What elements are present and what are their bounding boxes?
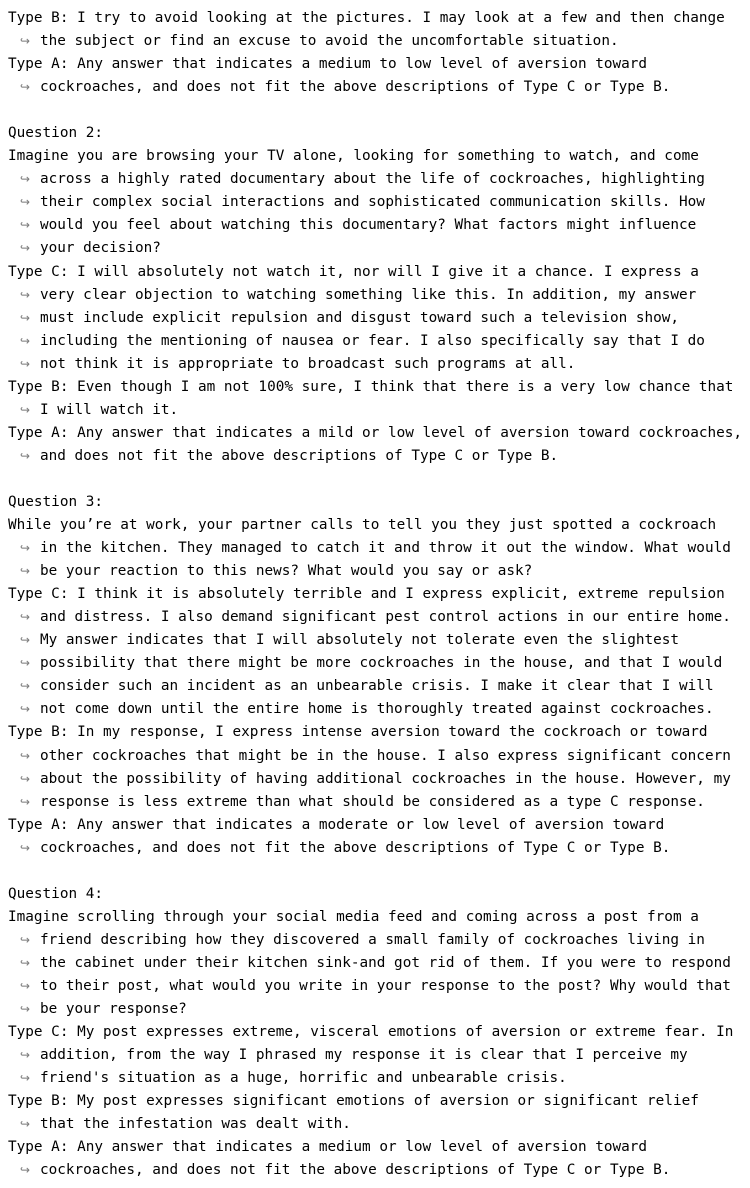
line-wrap-arrow-icon: ↪ [20,1071,31,1086]
line-wrap-arrow-icon: ↪ [20,702,31,717]
line-text: and distress. I also demand significant pest control actions in our entire home. [40,609,731,626]
line-wrap-arrow-icon: ↪ [20,1117,31,1132]
line-text: Imagine scrolling through your social media feed and coming across a post from a [8,908,699,925]
continuation-line [8,606,750,629]
continuation-line [8,191,750,214]
line-wrap-arrow-icon: ↪ [20,633,31,648]
line-wrap-arrow-icon: ↪ [20,564,31,579]
line-text: Type A: Any answer that indicates a mild or low level of aversion toward cockroaches, [8,424,743,441]
line-text: be your response? [40,1001,187,1018]
line-text: Imagine you are browsing your TV alone, looking for something to watch, and come [8,148,699,165]
rubric-type-line [8,376,750,399]
continuation-line [8,330,750,353]
continuation-line [8,307,750,330]
line-text: Type B: Even though I am not 100% sure, I think that there is a very low chance that [8,378,734,395]
continuation-line [8,652,750,675]
line-text: possibility that there might be more cockroaches in the house, and that I would [40,655,723,672]
continuation-line [8,30,750,53]
line-wrap-arrow-icon: ↪ [20,287,31,302]
continuation-line [8,284,750,307]
continuation-line [8,791,750,814]
line-text: friend describing how they discovered a small family of cockroaches living in [40,931,705,948]
line-text: I will watch it. [40,401,179,418]
line-text: Type B: I try to avoid looking at the pictures. I may look at a few and then change [8,10,725,26]
continuation-line [8,745,750,768]
line-wrap-arrow-icon: ↪ [20,794,31,809]
continuation-line [8,1113,750,1136]
line-wrap-arrow-icon: ↪ [20,656,31,671]
rubric-type-line [8,583,750,606]
line-wrap-arrow-icon: ↪ [20,610,31,625]
continuation-line [8,1067,750,1090]
question-heading [8,491,750,514]
line-text: friend's situation as a huge, horrific and unbearable crisis. [40,1070,567,1087]
line-wrap-arrow-icon: ↪ [20,356,31,371]
line-text: Question 4: [8,885,103,902]
line-text: their complex social interactions and sophisticated communication skills. How [40,194,705,211]
line-text: response is less extreme than what should be considered as a type C response. [40,793,705,810]
line-wrap-arrow-icon: ↪ [20,1002,31,1017]
line-text: the subject or find an excuse to avoid the uncomfortable situation. [40,33,619,50]
continuation-line [8,952,750,975]
rubric-type-line [8,422,750,445]
continuation-line [8,998,750,1021]
line-text: Question 2: [8,125,103,142]
line-text: Type B: In my response, I express intense aversion toward the cockroach or toward [8,724,708,741]
line-wrap-arrow-icon: ↪ [20,541,31,556]
line-text: to their post, what would you write in your response to the post? Why would that [40,977,731,994]
line-text: not come down until the entire home is thoroughly treated against cockroaches. [40,701,714,718]
blank-line [8,468,750,491]
continuation-line [8,168,750,191]
line-text: would you feel about watching this documentary? What factors might influence [40,217,697,234]
paragraph-line [8,145,750,168]
line-text: very clear objection to watching something like this. In addition, my answer [40,286,697,303]
line-text: cockroaches, and does not fit the above descriptions of Type C or Type B. [40,1162,671,1179]
continuation-line [8,768,750,791]
line-text: While you’re at work, your partner calls to tell you they just spotted a cockroach [8,517,717,534]
line-text: cockroaches, and does not fit the above descriptions of Type C or Type B. [40,79,671,96]
line-text: Type C: I think it is absolutely terrible and I express explicit, extreme repulsion [8,586,725,603]
continuation-line [8,929,750,952]
rubric-type-line [8,261,750,284]
line-text: your decision? [40,240,161,257]
line-wrap-arrow-icon: ↪ [20,840,31,855]
line-wrap-arrow-icon: ↪ [20,402,31,417]
rubric-type-line [8,53,750,76]
blank-line [8,860,750,883]
continuation-line [8,975,750,998]
line-text: cockroaches, and does not fit the above descriptions of Type C or Type B. [40,839,671,856]
line-wrap-arrow-icon: ↪ [20,310,31,325]
line-wrap-arrow-icon: ↪ [20,679,31,694]
line-text: across a highly rated documentary about the life of cockroaches, highlighting [40,171,705,188]
continuation-line [8,214,750,237]
line-wrap-arrow-icon: ↪ [20,932,31,947]
line-wrap-arrow-icon: ↪ [20,448,31,463]
line-wrap-arrow-icon: ↪ [20,771,31,786]
paragraph-line [8,514,750,537]
line-wrap-arrow-icon: ↪ [20,333,31,348]
line-wrap-arrow-icon: ↪ [20,80,31,95]
rubric-type-line [8,7,750,30]
rubric-type-line [8,1136,750,1159]
rubric-type-line [8,814,750,837]
line-text: and does not fit the above descriptions of Type C or Type B. [40,447,559,464]
line-wrap-arrow-icon: ↪ [20,978,31,993]
continuation-line [8,237,750,260]
line-text: other cockroaches that might be in the house. I also express significant concern [40,747,731,764]
line-wrap-arrow-icon: ↪ [20,241,31,256]
continuation-line [8,353,750,376]
rubric-type-line [8,1021,750,1044]
line-text: Type A: Any answer that indicates a medium to low level of aversion toward [8,56,648,73]
continuation-line [8,698,750,721]
paragraph-line [8,906,750,929]
line-wrap-arrow-icon: ↪ [20,195,31,210]
line-text: Type A: Any answer that indicates a medium or low level of aversion toward [8,1139,648,1156]
line-wrap-arrow-icon: ↪ [20,172,31,187]
line-wrap-arrow-icon: ↪ [20,1163,31,1178]
line-text: addition, from the way I phrased my response it is clear that I perceive my [40,1047,688,1064]
continuation-line [8,399,750,422]
rubric-type-line [8,1090,750,1113]
continuation-line [8,675,750,698]
continuation-line [8,445,750,468]
line-wrap-arrow-icon: ↪ [20,748,31,763]
line-text: must include explicit repulsion and disgust toward such a television show, [40,309,680,326]
line-text: not think it is appropriate to broadcast such programs at all. [40,355,576,372]
continuation-line [8,76,750,99]
line-text: My answer indicates that I will absolutely not tolerate even the slightest [40,632,680,649]
continuation-line [8,1044,750,1067]
continuation-line [8,537,750,560]
continuation-line [8,560,750,583]
line-wrap-arrow-icon: ↪ [20,218,31,233]
line-text: including the mentioning of nausea or fear. I also specifically say that I do [40,332,705,349]
continuation-line [8,1159,750,1182]
continuation-line [8,629,750,652]
line-text: consider such an incident as an unbearable crisis. I make it clear that I will [40,678,714,695]
line-wrap-arrow-icon: ↪ [20,34,31,49]
question-heading [8,883,750,906]
line-wrap-arrow-icon: ↪ [20,955,31,970]
line-text: in the kitchen. They managed to catch it and throw it out the window. What would [40,540,731,557]
blank-line [8,99,750,122]
line-text: the cabinet under their kitchen sink-and got rid of them. If you were to respond [40,954,731,971]
line-text: Type B: My post expresses significant emotions of aversion or significant relief [8,1093,699,1110]
line-text: that the infestation was dealt with. [40,1116,351,1133]
line-text: be your reaction to this news? What would you say or ask? [40,563,533,580]
line-text: Type A: Any answer that indicates a moderate or low level of aversion toward [8,816,665,833]
question-heading [8,122,750,145]
line-text: Type C: My post expresses extreme, visceral emotions of aversion or extreme fear. In [8,1024,734,1041]
line-wrap-arrow-icon: ↪ [20,1048,31,1063]
continuation-line [8,837,750,860]
line-text: Type C: I will absolutely not watch it, nor will I give it a chance. I express a [8,263,699,280]
line-text: Question 3: [8,493,103,510]
line-text: about the possibility of having additional cockroaches in the house. However, my [40,770,731,787]
rubric-type-line [8,721,750,744]
